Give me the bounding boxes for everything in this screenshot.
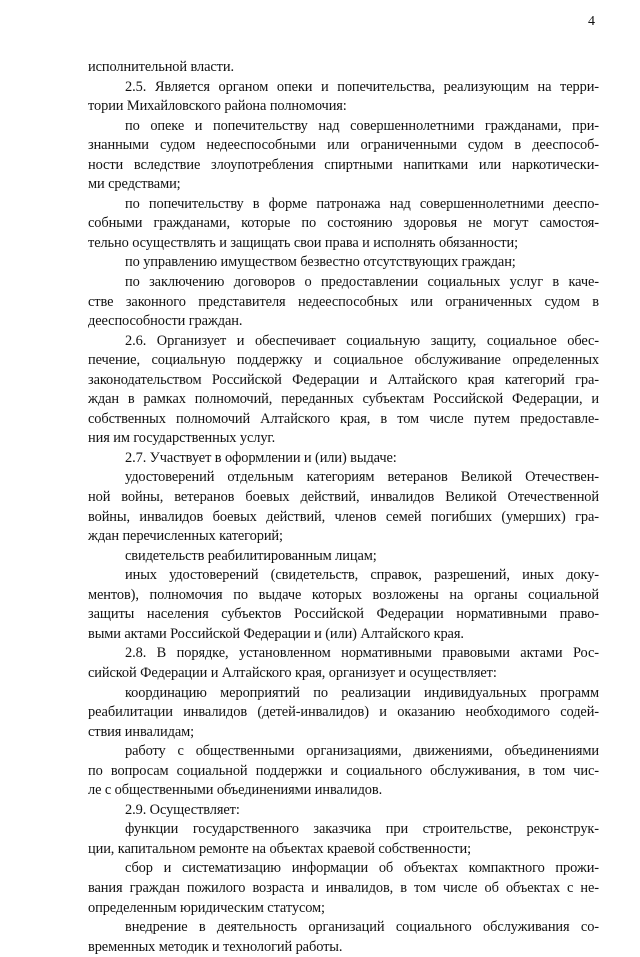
text-line: функции государственного заказчика при строительстве, реконструк- bbox=[125, 821, 599, 838]
text-line: 2.5. Является органом опеки и попечительства, реализующим на терри- bbox=[125, 78, 599, 95]
text-line: по попечительству в форме патронажа над совершеннолетними дееспо- bbox=[125, 195, 599, 212]
text-line: печение, социальную поддержку и социальное обслуживание определенных bbox=[88, 352, 599, 369]
text-line: реабилитации инвалидов (детей-инвалидов) и оказанию необходимого содей- bbox=[88, 704, 599, 721]
text-line: тории Михайловского района полномочия: bbox=[88, 98, 347, 115]
text-line: ждан перечисленных категорий; bbox=[88, 528, 283, 545]
text-line: 2.8. В порядке, установленном нормативными правовыми актами Рос- bbox=[125, 645, 599, 662]
text-line: защиты населения субъектов Российской Федерации нормативными право- bbox=[88, 606, 599, 623]
text-line: ментов), полномочия по выдаче которых возложены на органы социальной bbox=[88, 586, 599, 603]
text-line: определенным юридическим статусом; bbox=[88, 899, 325, 916]
text-line: ния им государственных услуг. bbox=[88, 430, 276, 447]
text-line: временных методик и технологий работы. bbox=[88, 938, 343, 955]
text-line: дееспособности граждан. bbox=[88, 313, 243, 330]
text-line: стве законного представителя недееспособных или ограниченных судом в bbox=[88, 293, 599, 310]
text-line: внедрение в деятельность организаций социального обслуживания со- bbox=[125, 919, 599, 936]
text-line: выми актами Российской Федерации и (или) Алтайского края. bbox=[88, 625, 464, 642]
text-line: знанными судом недееспособными или ограниченными судом в дееспособ- bbox=[88, 137, 599, 154]
text-line: законодательством Российской Федерации и Алтайского края категорий гра- bbox=[88, 371, 599, 388]
page-number: 4 bbox=[588, 14, 595, 29]
text-line: координацию мероприятий по реализации индивидуальных программ bbox=[125, 684, 599, 701]
text-line: ми средствами; bbox=[88, 176, 181, 193]
text-line: по вопросам социальной поддержки и социального обслуживания, в том чис- bbox=[88, 762, 599, 779]
text-line: иных удостоверений (свидетельств, справок, разрешений, иных доку- bbox=[125, 567, 599, 584]
text-line: ции, капитальном ремонте на объектах краевой собственности; bbox=[88, 840, 471, 857]
document-body bbox=[88, 58, 599, 957]
text-line: собственных полномочий Алтайского края, в том числе путем предоставле- bbox=[88, 410, 599, 427]
text-line: собными гражданами, которые по состоянию здоровья не могут самостоя- bbox=[88, 215, 599, 232]
text-line: сийской Федерации и Алтайского края, организует и осуществляет: bbox=[88, 664, 497, 681]
text-line: работу с общественными организациями, движениями, объединениями bbox=[125, 743, 599, 760]
text-line: войны, инвалидов боевых действий, членов семей погибших (умерших) гра- bbox=[88, 508, 599, 525]
text-line: ности вследствие злоупотребления спиртными напитками или наркотически- bbox=[88, 156, 599, 173]
text-line: свидетельств реабилитированным лицам; bbox=[125, 547, 377, 564]
text-line: по управлению имуществом безвестно отсутствующих граждан; bbox=[125, 254, 516, 271]
text-line: удостоверений отдельным категориям ветеранов Великой Отечествен- bbox=[125, 469, 599, 486]
text-line: вания граждан пожилого возраста и инвалидов, в том числе об объектах с не- bbox=[88, 879, 599, 896]
text-line: по опеке и попечительству над совершеннолетними гражданами, при- bbox=[125, 117, 599, 134]
text-line: 2.7. Участвует в оформлении и (или) выдаче: bbox=[125, 449, 397, 466]
text-line: сбор и систематизацию информации об объектах компактного прожи- bbox=[125, 860, 599, 877]
text-line: 2.9. Осуществляет: bbox=[125, 801, 240, 818]
text-line: по заключению договоров о предоставлении социальных услуг в каче- bbox=[125, 274, 599, 291]
text-line: ной войны, ветеранов боевых действий, инвалидов Великой Отечественной bbox=[88, 489, 599, 506]
text-line: ле с общественными объединениями инвалидов. bbox=[88, 782, 383, 799]
text-line: ствия инвалидам; bbox=[88, 723, 195, 740]
text-line: 2.6. Организует и обеспечивает социальную защиту, социальное обес- bbox=[125, 332, 599, 349]
text-line: ждан в рамках полномочий, переданных субъектам Российской Федерации, и bbox=[88, 391, 599, 408]
text-line: тельно осуществлять и защищать свои права и исполнять обязанности; bbox=[88, 234, 518, 251]
text-line: исполнительной власти. bbox=[88, 59, 234, 75]
